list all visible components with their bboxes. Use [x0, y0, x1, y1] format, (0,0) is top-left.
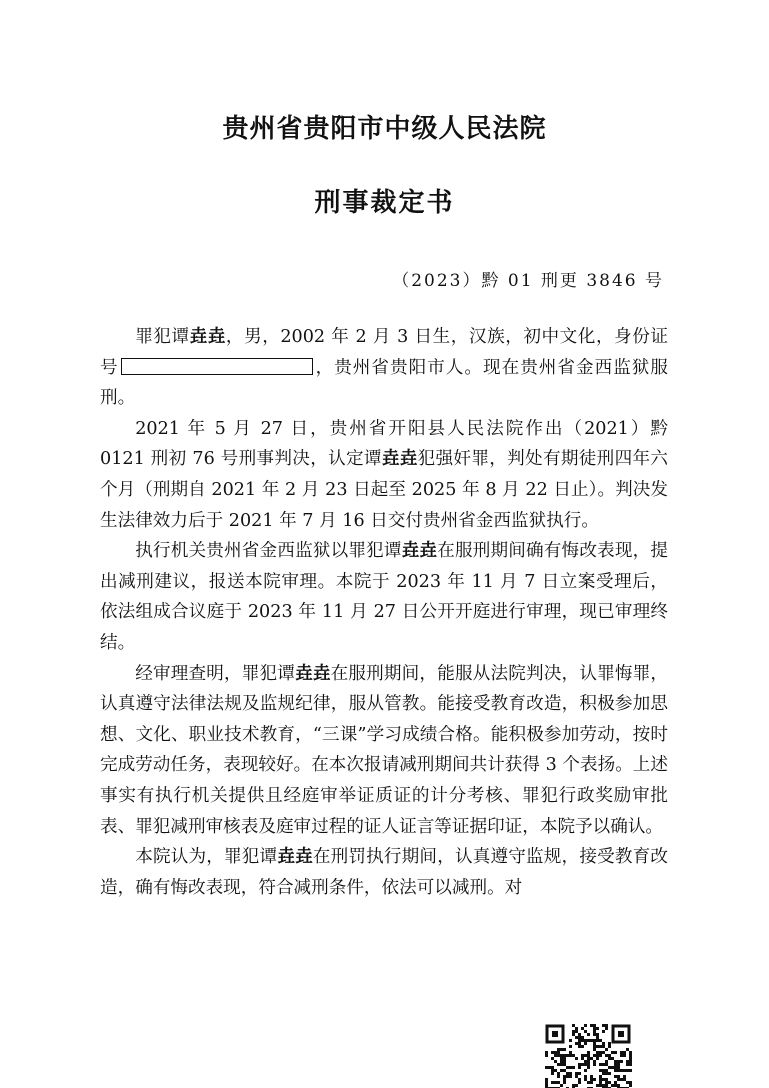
defendant-name: 垚垚: [277, 846, 313, 868]
text-segment: 犯强奸罪，判处有期徒刑四年六个月（刑期自 2021 年 2 月 23 日起至 2025 年 8 月 22 日止）。判决发生法律效力后于 2021 年 7 月 16 日交付贵州省金西监狱执行。: [100, 449, 668, 531]
defendant-name: 垚垚: [381, 448, 418, 470]
text-segment: 罪犯谭: [135, 327, 190, 347]
document-type-title: 刑事裁定书: [314, 188, 455, 218]
text-segment: 2021 年 5 月 27 日，贵州省开阳县人民法院作出（2021）黔 0121 刑初 76 号刑事判决，认定谭: [100, 418, 668, 470]
text-segment: 在服刑期间，能服从法院判决，认罪悔罪，认真遵守法律法规及监规纪律，服从管教。能接受教育改造，积极参加思想、文化、职业技术教育，“三课”学习成绩合格。能积极参加劳动，按时完成劳动任务，表现较好。在本次报请减刑期间共计获得 3 个表扬。上述事实有执行机关提供且经庭审举证质证的计分考核、罪犯行政奖励审批表、罪犯减刑审核表及庭审过程的证人证言等证据印证，本院予以确认。: [100, 663, 668, 837]
redacted-id-number-box: [121, 358, 313, 375]
text-segment: ，男，2002 年 2 月 3 日生，汉族，初中文化，身份证号: [100, 327, 668, 378]
paragraph-findings: [100, 659, 668, 843]
paragraph-court-opinion: [100, 842, 668, 903]
court-name: 贵州省贵阳市中级人民法院: [222, 114, 547, 144]
text-segment: ，贵州省贵阳市人。现在贵州省金西监狱服刑。: [100, 357, 668, 409]
defendant-name: 垚垚: [401, 540, 438, 562]
case-number: （2023）黔 01 刑更 3846 号: [392, 271, 664, 291]
paragraph-commutation-proposal: [100, 536, 668, 658]
text-segment: 经审理查明，罪犯谭: [135, 663, 296, 684]
defendant-name: 垚垚: [295, 662, 331, 684]
text-segment: 本院认为，罪犯谭: [135, 847, 278, 868]
defendant-name: 垚垚: [189, 326, 226, 347]
paragraph-original-judgment: [100, 414, 668, 536]
document-body: [100, 322, 668, 903]
text-segment: 执行机关贵州省金西监狱以罪犯谭: [135, 541, 402, 562]
paragraph-defendant-info: [100, 322, 668, 414]
text-segment: 在刑罚执行期间，认真遵守监规，接受教育改造，确有悔改表现，符合减刑条件，依法可以减刑。对: [100, 847, 668, 898]
qr-code-icon: [543, 1022, 633, 1088]
text-segment: 在服刑期间确有悔改表现，提出减刑建议，报送本院审理。本院于 2023 年 11 月 7 日立案受理后，依法组成合议庭于 2023 年 11 月 27 日公开开庭进行审理，现已审理终结。: [100, 541, 668, 653]
